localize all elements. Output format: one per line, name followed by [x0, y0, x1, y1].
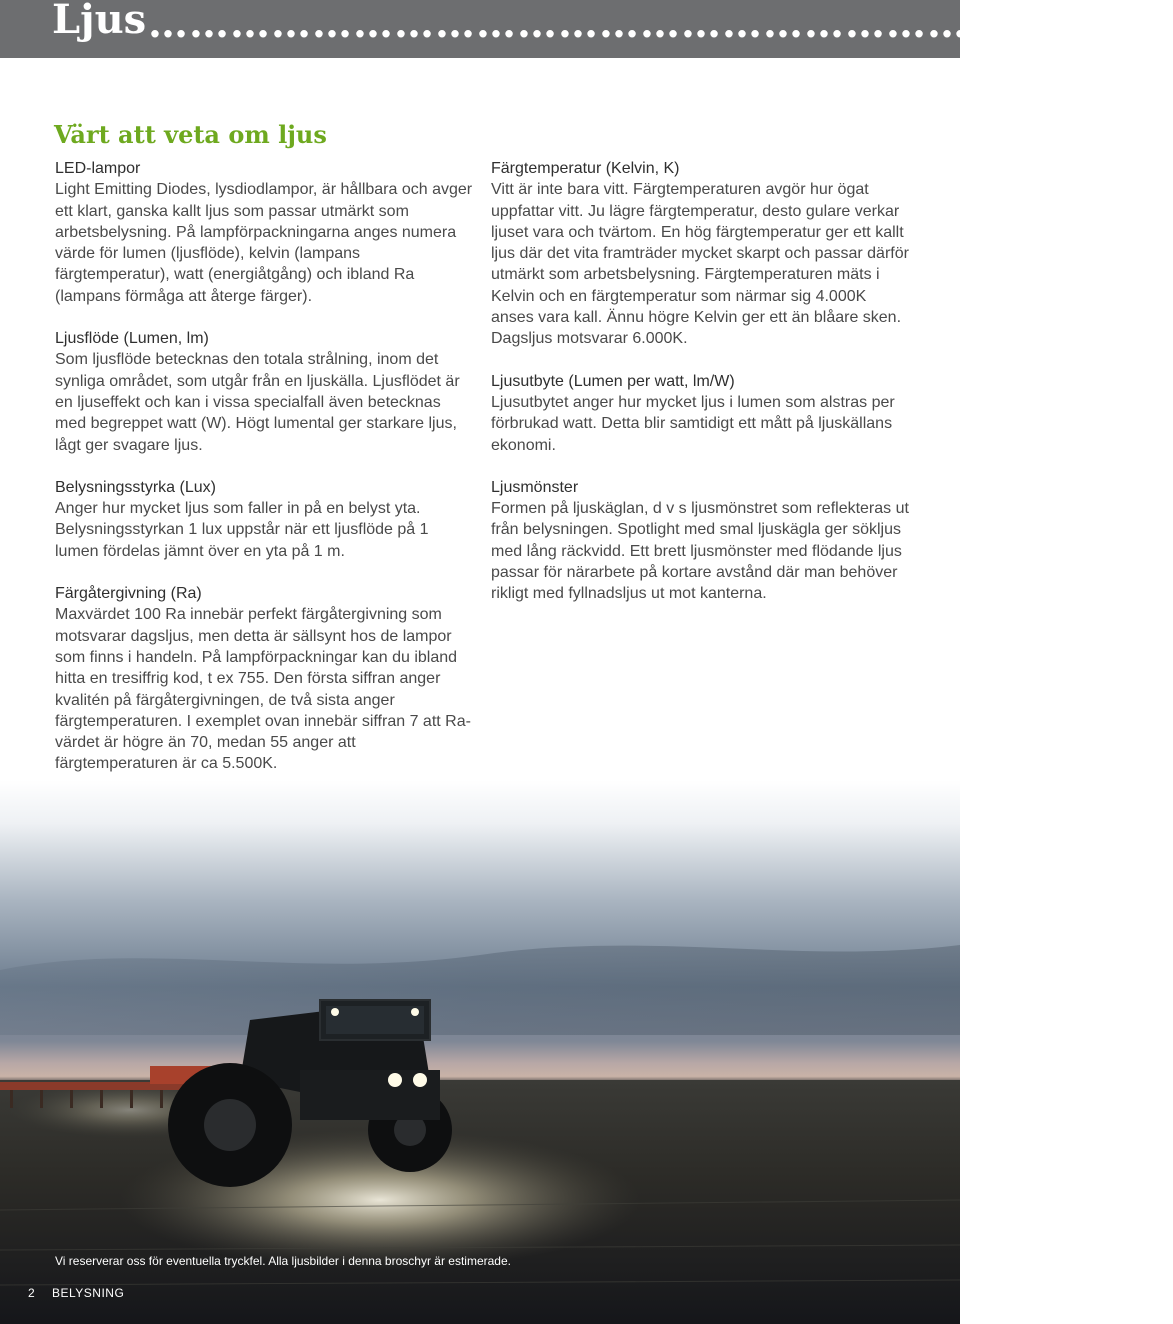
tractor-field-photo — [0, 780, 960, 1324]
header-dot-leader: ………………………………………………………………… — [148, 0, 1173, 47]
block-ljusutbyte — [491, 371, 911, 456]
block-text: Vitt är inte bara vitt. Färgtemperaturen avgör hur ögat uppfattar vitt. Ju lägre färgtemperatur, desto gulare verkar ljuset vara och tvärtom. En hög färgtemperatur ger ett kallt ljus där det vita framträder mycket skarpt och passar därför utmärkt som arbetsbelysning. Färgtemperaturen mäts i Kelvin och en färgtemperatur som närmar sig 4.000K anses vara kall. Ännu högre Kelvin ger ett än blåare sken. Dagsljus motsvarar 6.000K. — [491, 181, 909, 348]
block-text: Ljusutbytet anger hur mycket ljus i lumen som alstras per förbrukad watt. Detta blir samtidigt ett mått på ljuskällans ekonomi. — [491, 393, 895, 454]
block-text: Light Emitting Diodes, lysdiodlampor, är hållbara och avger ett klart, ganska kallt ljus som passar utmärkt som arbetsbelysning. På lampförpackningarna anges numera värde för lumen (ljusflöde), kelvin (lampans färgtemperatur), watt (energiåtgång) och ibland Ra (lampans förmåga att återge färger). — [55, 181, 473, 305]
block-fargatergivning — [55, 583, 473, 775]
block-heading: Färgtemperatur (Kelvin, K) — [491, 160, 680, 177]
block-heading: Belysningsstyrka (Lux) — [55, 478, 216, 496]
block-led-lampor — [55, 158, 473, 307]
section-title: Värt att veta om ljus — [54, 120, 327, 149]
disclaimer-text: Vi reserverar oss för eventuella tryckfel. Alla ljusbilder i denna broschyr är estimerade. — [55, 1254, 511, 1268]
block-text: Formen på ljuskäglan, d v s ljusmönstret som reflekteras ut från belysningen. Spotlight med smal ljuskägla ger sökljus med lång räckvidd. Ett brett ljusmönster med flödande ljus passar för närarbete på kortare avstånd där man behöver rikligt med fyllnadsljus ut mot kanterna. — [491, 500, 909, 603]
header-bar — [0, 0, 1173, 58]
page-title: Ljus — [52, 0, 147, 43]
block-heading: Ljusmönster — [491, 478, 579, 496]
block-heading: Ljusflöde (Lumen, lm) — [55, 330, 209, 348]
block-text: Anger hur mycket ljus som faller in på en belyst yta. Belysningsstyrkan 1 lux uppstår när ett ljusflöde på 1 lumen fördelas jämnt över en yta på 1 m. — [55, 500, 429, 560]
block-heading: Ljusutbyte (Lumen per watt, lm/W) — [491, 372, 735, 390]
block-text: Som ljusflöde betecknas den totala strålning, inom det synliga området, som utgår från en ljuskälla. Ljusflödet är en ljuseffekt och kan i vissa specialfall även betecknas med begreppet watt (W). Högt lumental ger starkare ljus, lågt ger svagare ljus. — [55, 351, 460, 454]
block-fargtemperatur — [491, 158, 911, 350]
block-heading: LED-lampor — [55, 160, 141, 177]
block-belysningsstyrka — [55, 477, 473, 562]
right-column — [491, 158, 911, 626]
left-column — [55, 158, 473, 796]
footer-label: BELYSNING — [52, 1286, 125, 1300]
block-ljusflode — [55, 328, 473, 456]
block-heading: Färgåtergivning (Ra) — [55, 585, 202, 603]
block-ljusmonster — [491, 477, 911, 605]
block-text: Maxvärdet 100 Ra innebär perfekt färgåtergivning som motsvarar dagsljus, men detta är sällsynt hos de lampor som finns i handeln. På lampförpackningar kan du ibland hitta en tresiffrig kod, t ex 755. Den första siffran anger kvalitén på färgåtergivningen, de två sista anger färgtemperaturen. I exemplet ovan innebär siffran 7 att Ra-värdet är högre än 70, medan 55 anger att färgtemperaturen är ca 5.500K. — [55, 606, 471, 773]
page-number: 2 — [28, 1286, 35, 1300]
